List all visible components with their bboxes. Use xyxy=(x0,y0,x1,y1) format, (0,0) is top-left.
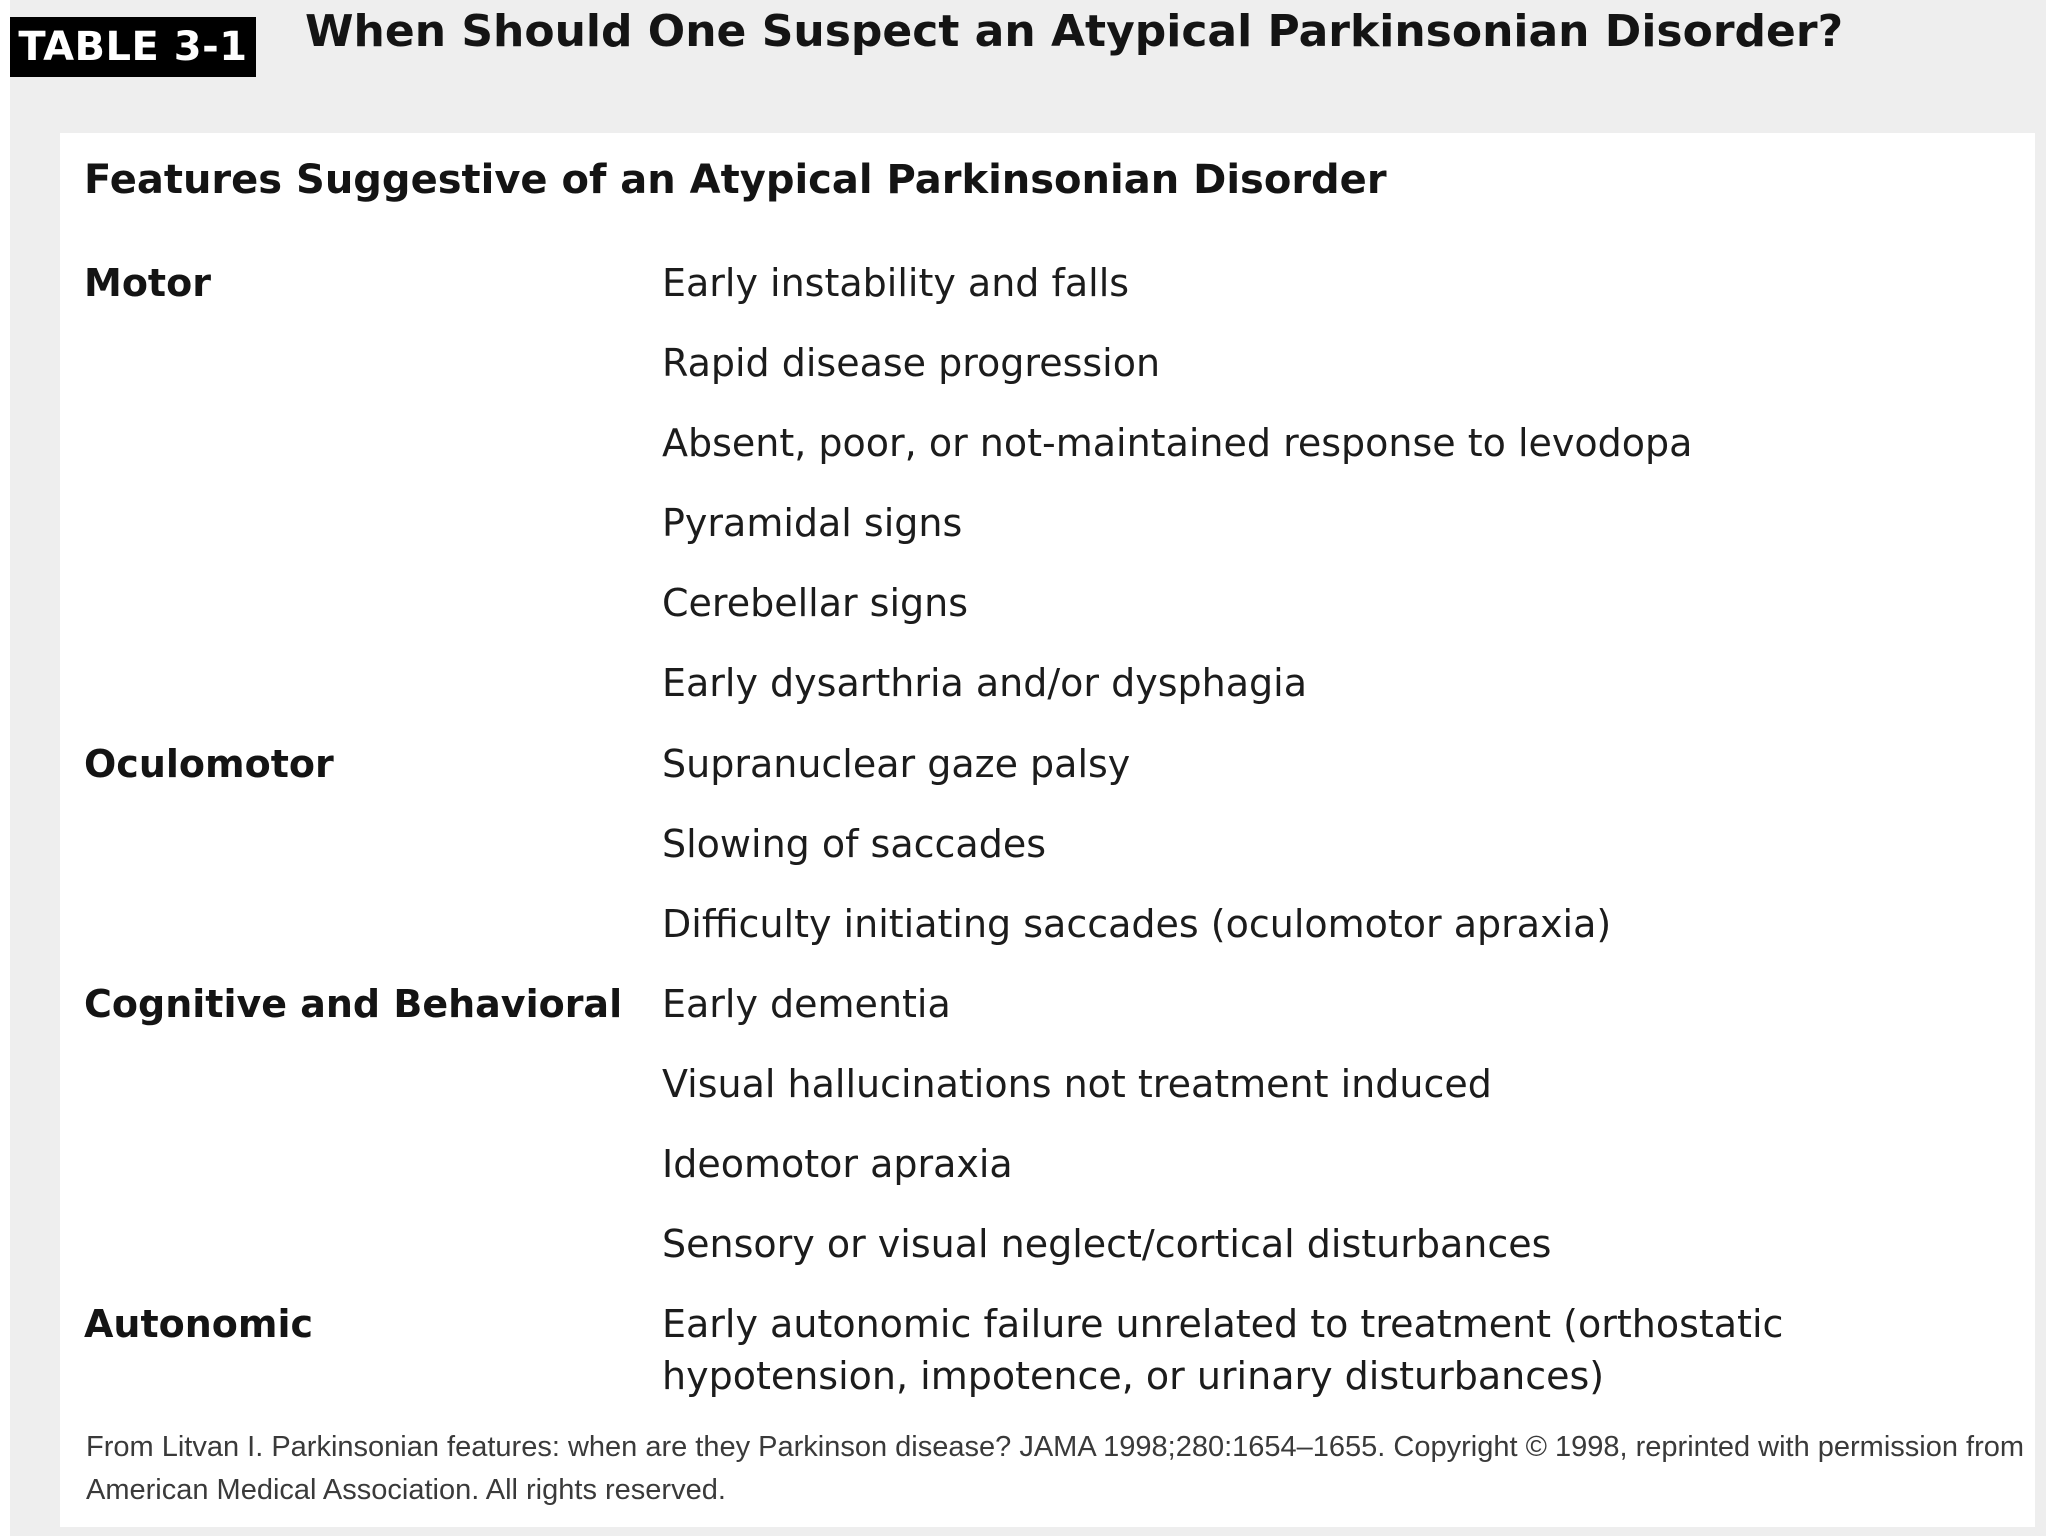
source-footnote: From Litvan I. Parkinsonian features: when are they Parkinson disease? JAMA 1998;280:1654–1655. Copyright © 1998, reprinted with permission from American Medical Association. All rights reserved. xyxy=(86,1431,2025,1506)
table-number-badge: TABLE 3-1 xyxy=(10,17,256,77)
feature-item: Sensory or visual neglect/cortical disturbances xyxy=(662,1222,1552,1266)
feature-item: Cerebellar signs xyxy=(662,581,969,625)
feature-item: Supranuclear gaze palsy xyxy=(662,742,1131,786)
feature-item: Rapid disease progression xyxy=(662,341,1161,385)
feature-item: Early dementia xyxy=(662,982,951,1026)
category-cognitive-behavioral: Cognitive and Behavioral xyxy=(84,982,623,1026)
table-title: When Should One Suspect an Atypical Parkinsonian Disorder? xyxy=(305,6,1844,57)
table-header xyxy=(0,0,2048,130)
feature-item: Early instability and falls xyxy=(662,261,1130,305)
feature-item: Pyramidal signs xyxy=(662,501,963,545)
category-motor: Motor xyxy=(84,261,211,305)
category-autonomic: Autonomic xyxy=(84,1302,314,1346)
feature-item: Early dysarthria and/or dysphagia xyxy=(662,661,1307,705)
feature-item: Difficulty initiating saccades (oculomotor apraxia) xyxy=(662,902,1612,946)
feature-item: Absent, poor, or not-maintained response to levodopa xyxy=(662,421,1693,465)
feature-item: Ideomotor apraxia xyxy=(662,1142,1013,1186)
section-heading: Features Suggestive of an Atypical Parkinsonian Disorder xyxy=(84,157,1387,203)
feature-item: Early autonomic failure unrelated to treatment (orthostatic hypotension, impotence, or urinary disturbances) xyxy=(662,1302,1784,1398)
table-body xyxy=(60,133,2035,1527)
feature-item: Visual hallucinations not treatment induced xyxy=(662,1062,1492,1106)
feature-item: Slowing of saccades xyxy=(662,822,1047,866)
category-oculomotor: Oculomotor xyxy=(84,742,334,786)
